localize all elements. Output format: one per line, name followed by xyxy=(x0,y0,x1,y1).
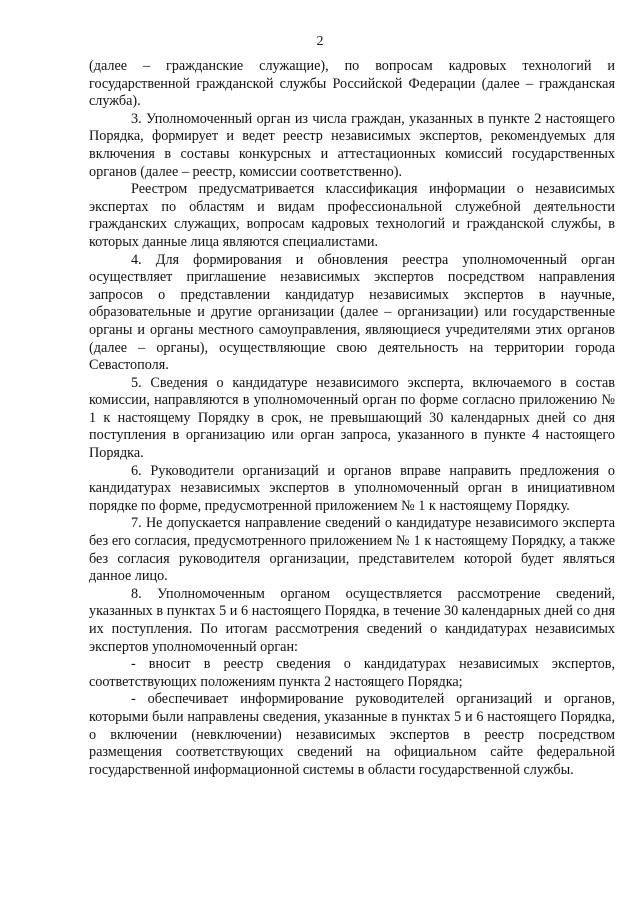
list-item-notification: - обеспечивает информирование руководителей организаций и органов, которыми были направлены сведения, указанные в пунктах 5 и 6 настоящего Порядка, о включении (невключении) независимых экспертов в реестр посредством размещения соответствующих сведений на официальном сайте федеральной государственной информационной системы в области государственной службы. xyxy=(89,691,615,778)
document-body xyxy=(89,58,615,779)
list-item-registry-entry: - вносит в реестр сведения о кандидатурах независимых экспертов, соответствующих положениям пункта 2 настоящего Порядка; xyxy=(89,656,615,690)
paragraph-6: 6. Руководители организаций и органов вправе направить предложения о кандидатурах независимых экспертов в уполномоченный орган в инициативном порядке по форме, предусмотренной приложением № 1 к настоящему Порядку. xyxy=(89,462,615,514)
paragraph-continuation: (далее – гражданские служащие), по вопросам кадровых технологий и государственной гражданской службы Российской Федерации (далее – гражданская служба). xyxy=(89,58,615,110)
paragraph-5: 5. Сведения о кандидатуре независимого эксперта, включаемого в состав комиссии, направляются в уполномоченный орган по форме согласно приложению № 1 к настоящему Порядку в срок, не превышающий 30 календарных дней со дня поступления в организацию или орган запроса, указанного в пункте 4 настоящего Порядка. xyxy=(89,374,615,462)
paragraph-4: 4. Для формирования и обновления реестра уполномоченный орган осуществляет приглашение независимых экспертов посредством направления запросов о представлении кандидатур независимых экспертов в научные, образовательные и другие организации (далее – организации) или государственные органы и органы местного самоуправления, являющиеся учредителями этих органов (далее – органы), осуществляющие свою деятельность на территории города Севастополя. xyxy=(89,251,615,374)
paragraph-registry-classification: Реестром предусматривается классификация информации о независимых экспертах по областям и видам профессиональной служебной деятельности гражданских служащих, вопросам кадровых технологий и гражданской службы, в которых данные лица являются специалистами. xyxy=(89,181,615,250)
page-number: 2 xyxy=(316,34,324,49)
paragraph-8: 8. Уполномоченным органом осуществляется рассмотрение сведений, указанных в пунктах 5 и 6 настоящего Порядка, в течение 30 календарных дней со дня их поступления. По итогам рассмотрения сведений о кандидатурах независимых экспертов уполномоченный орган: xyxy=(89,585,615,655)
paragraph-3: 3. Уполномоченный орган из числа граждан, указанных в пункте 2 настоящего Порядка, формирует и ведет реестр независимых экспертов, рекомендуемых для включения в составы конкурсных и аттестационных комиссий государственных органов (далее – реестр, комиссии соответственно). xyxy=(89,110,615,180)
paragraph-7: 7. Не допускается направление сведений о кандидатуре независимого эксперта без его согласия, предусмотренного приложением № 1 к настоящему Порядку, а также без согласия руководителя организации, представителем которой будет являться данное лицо. xyxy=(89,515,615,585)
